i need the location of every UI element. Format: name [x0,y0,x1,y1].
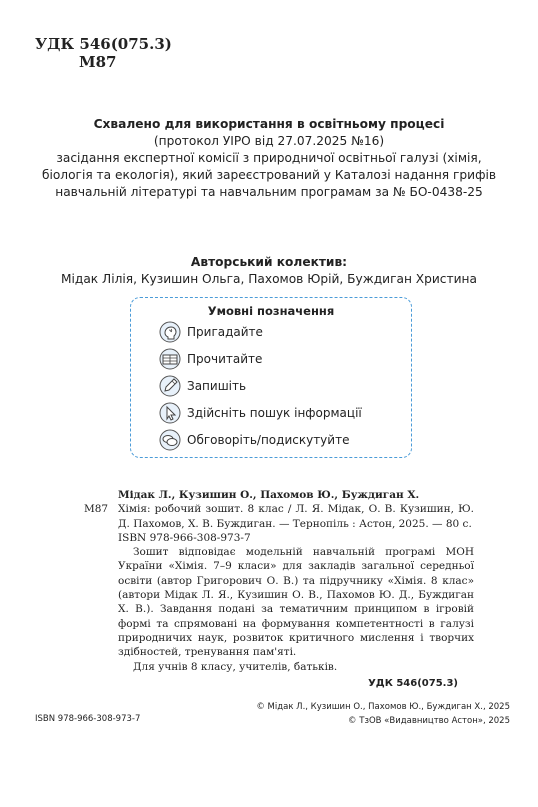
authors-title: Авторський колектив: [190,255,348,269]
cursor-icon [159,402,181,424]
authors-block [40,254,498,288]
legend-item-remember [159,321,263,343]
legend-label: Запишіть [187,379,247,393]
legend-item-read [159,348,262,370]
udk-code: УДК 546(075.3) [35,35,172,53]
legend-item-write [159,375,246,397]
pencil-icon [159,375,181,397]
legend-label: Здійсніть пошук інформації [187,406,362,420]
approval-block [40,116,498,201]
legend-title: Умовні позначення [207,304,335,318]
bibliography-mark: М87 [84,503,109,515]
bibliography-udk: УДК 546(075.3) [368,678,458,689]
authors-names: Мідак Лілія, Кузишин Ольга, Пахомов Юрій, Буждиган Христина [61,272,477,286]
bibliography-isbn: ISBN 978-966-308-973-7 [118,531,251,544]
legend-item-discuss [159,429,349,451]
legend-label: Обговоріть/подискутуйте [187,433,350,447]
book-icon [159,348,181,370]
approval-title: Схвалено для використання в освітньому процесі [93,117,445,131]
legend-box [130,297,412,458]
legend-label: Прочитайте [187,352,263,366]
legend-item-search [159,402,362,424]
approval-line-3: засідання експертної комісії з природничої освітньої галузі (хімія, [56,151,482,165]
bibliography-block [84,488,474,674]
book-mark: М87 [79,53,117,71]
approval-protocol: (протокол УІРО від 27.07.2025 №16) [153,134,385,148]
discussion-icon [159,429,181,451]
legend-label: Пригадайте [187,325,263,339]
bibliography-heading: Мідак Л., Кузишин О., Пахомов Ю., Буждиган Х. [118,489,420,501]
footer-copyright [256,700,510,728]
bibliography-description: Зошит відповідає модельній навчальній програмі МОН України «Хімія. 7–9 класи» для закладів загальної середньої освіти (автор Григорович О. В.) та підручнику «Хімія. 8 клас» (автори Мідак Л. Я., Кузишин О. В., Пахомов Ю. Д., Буждиган Х. В.). Завдання подані за тематичним принципом в ігровій формі та спрямовані на формування компетентності в галузі природничих наук, розвиток критичного мислення і творчих здібностей, тренування пам'яті. [118,546,474,659]
copyright-publisher: © ТзОВ «Видавництво Астон», 2025 [348,716,510,726]
bibliography-audience: Для учнів 8 класу, учителів, батьків. [133,660,338,673]
udk-header [35,35,172,71]
bibliography-entry: Хімія: робочий зошит. 8 клас / Л. Я. Мідак, О. В. Кузишин, Ю. Д. Пахомов, Х. В. Буждиган. — Тернопіль : Астон, 2025. — 80 с. [118,503,474,530]
copyright-authors: © Мідак Л., Кузишин О., Пахомов Ю., Буждиган Х., 2025 [256,702,510,712]
footer-isbn: ISBN 978-966-308-973-7 [35,714,141,724]
approval-line-4: біологія та екологія), який зареєстрований у Каталозі надання грифів [41,168,497,182]
approval-line-5: навчальній літературі та навчальним програмам за № БО-0438-25 [55,185,483,199]
brain-icon [159,321,181,343]
